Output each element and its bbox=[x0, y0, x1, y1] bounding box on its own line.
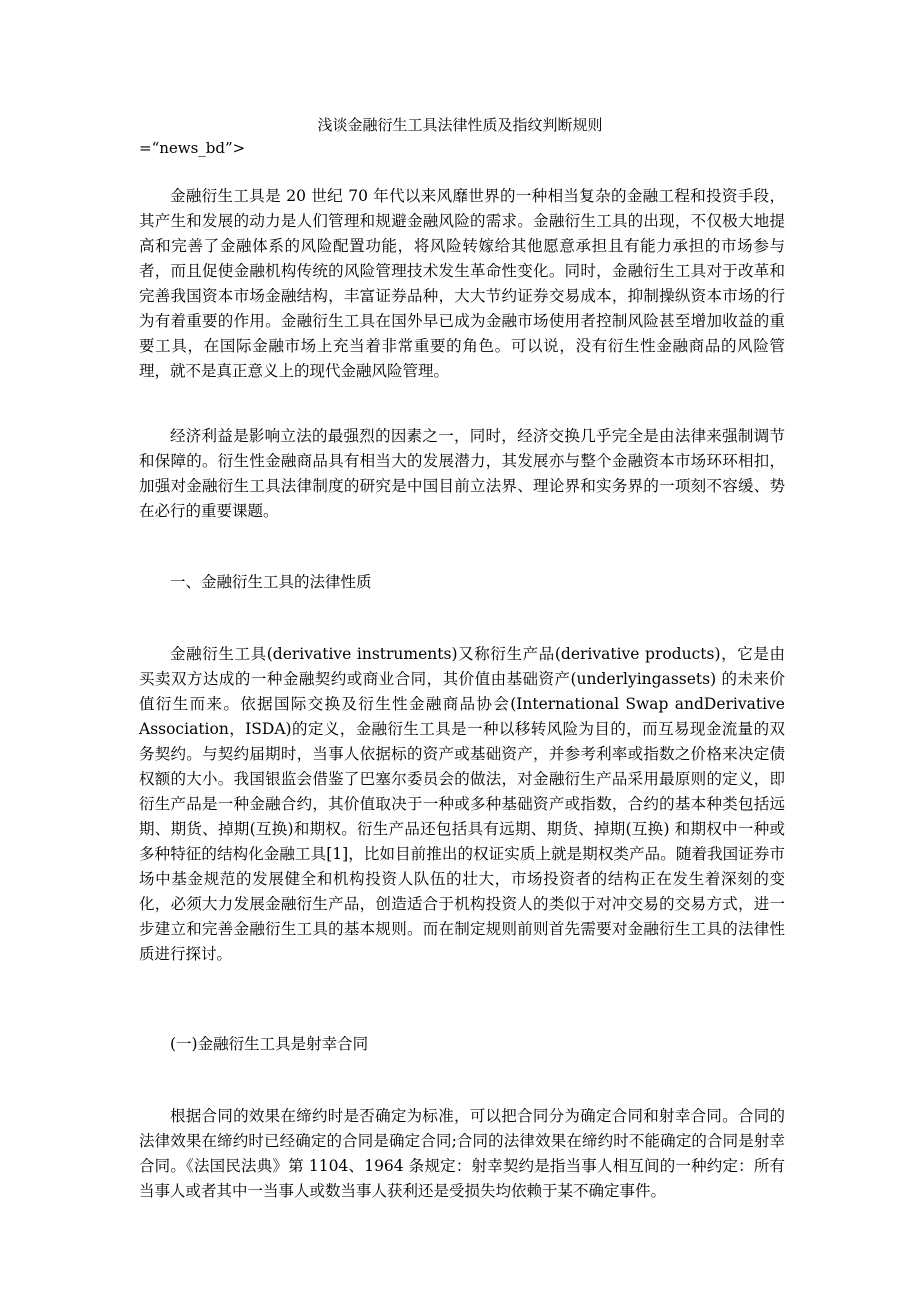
document-title: 浅谈金融衍生工具法律性质及指纹判断规则 bbox=[317, 116, 603, 134]
definition-paragraph: 金融衍生工具(derivative instruments)又称衍生产品(derivative products)，它是由买卖双方达成的一种金融契约或商业合同，其价值由基础资产(underlyingassets) 的未来价值衍生而来。依据国际交换及衍生性金融商品协会(International Swap andDerivative Association，ISDA)的定义，金融衍生工具是一种以移转风险为目的，而互易现金流量的双务契约。与契约届期时，当事人依据标的资产或基础资产，并参考利率或指数之价格来决定债权额的大小。我国银监会借鉴了巴塞尔委员会的做法，对金融衍生产品采用最原则的定义，即衍生产品是一种金融合约，其价值取决于一种或多种基础资产或指数，合约的基本种类包括远期、期货、掉期(互换)和期权。衍生产品还包括具有远期、期货、掉期(互换) 和期权中一种或多种特征的结构化金融工具[1]，比如目前推出的权证实质上就是期权类产品。随着我国证券市场中基金规范的发展健全和机构投资人队伍的壮大，市场投资者的结构正在发生着深刻的变化，必须大力发展金融衍生产品，创造适合于机构投资人的类似于对冲交易的交易方式，进一步建立和完善金融衍生工具的基本规则。而在制定规则前则首先需要对金融衍生工具的法律性质进行探讨。 bbox=[139, 645, 785, 963]
subsection-heading-aleatory-contract: (一)金融衍生工具是射幸合同 bbox=[170, 1035, 369, 1053]
aleatory-contract-paragraph: 根据合同的效果在缔约时是否确定为标准，可以把合同分为确定合同和射幸合同。合同的法律效果在缔约时已经确定的合同是确定合同;合同的法律效果在缔约时不能确定的合同是射幸合同。《法国民法典》第 1104、1964 条规定：射幸契约是指当事人相互间的一种约定：所有当事人或者其中一当事人或数当事人获利还是受损失均依赖于某不确定事件。 bbox=[139, 1107, 785, 1200]
section-heading-legal-nature: 一、金融衍生工具的法律性质 bbox=[170, 573, 372, 591]
intro-paragraph: 金融衍生工具是 20 世纪 70 年代以来风靡世界的一种相当复杂的金融工程和投资手段，其产生和发展的动力是人们管理和规避金融风险的需求。金融衍生工具的出现，不仅极大地提高和完善了金融体系的风险配置功能，将风险转嫁给其他愿意承担且有能力承担的市场参与者，而且促使金融机构传统的风险管理技术发生革命性变化。同时，金融衍生工具对于改革和完善我国资本市场金融结构，丰富证券品种，大大节约证券交易成本，抑制操纵资本市场的行为有着重要的作用。金融衍生工具在国外早已成为金融市场使用者控制风险甚至增加收益的重要工具，在国际金融市场上充当着非常重要的角色。可以说，没有衍生性金融商品的风险管理，就不是真正意义上的现代金融风险管理。 bbox=[139, 187, 785, 380]
markup-artifact-text: =“news_bd”> bbox=[139, 139, 246, 157]
legislation-paragraph: 经济利益是影响立法的最强烈的因素之一，同时，经济交换几乎完全是由法律来强制调节和保障的。衍生性金融商品具有相当大的发展潜力，其发展亦与整个金融资本市场环环相扣，加强对金融衍生工具法律制度的研究是中国目前立法界、理论界和实务界的一项刻不容缓、势在必行的重要课题。 bbox=[139, 427, 785, 520]
